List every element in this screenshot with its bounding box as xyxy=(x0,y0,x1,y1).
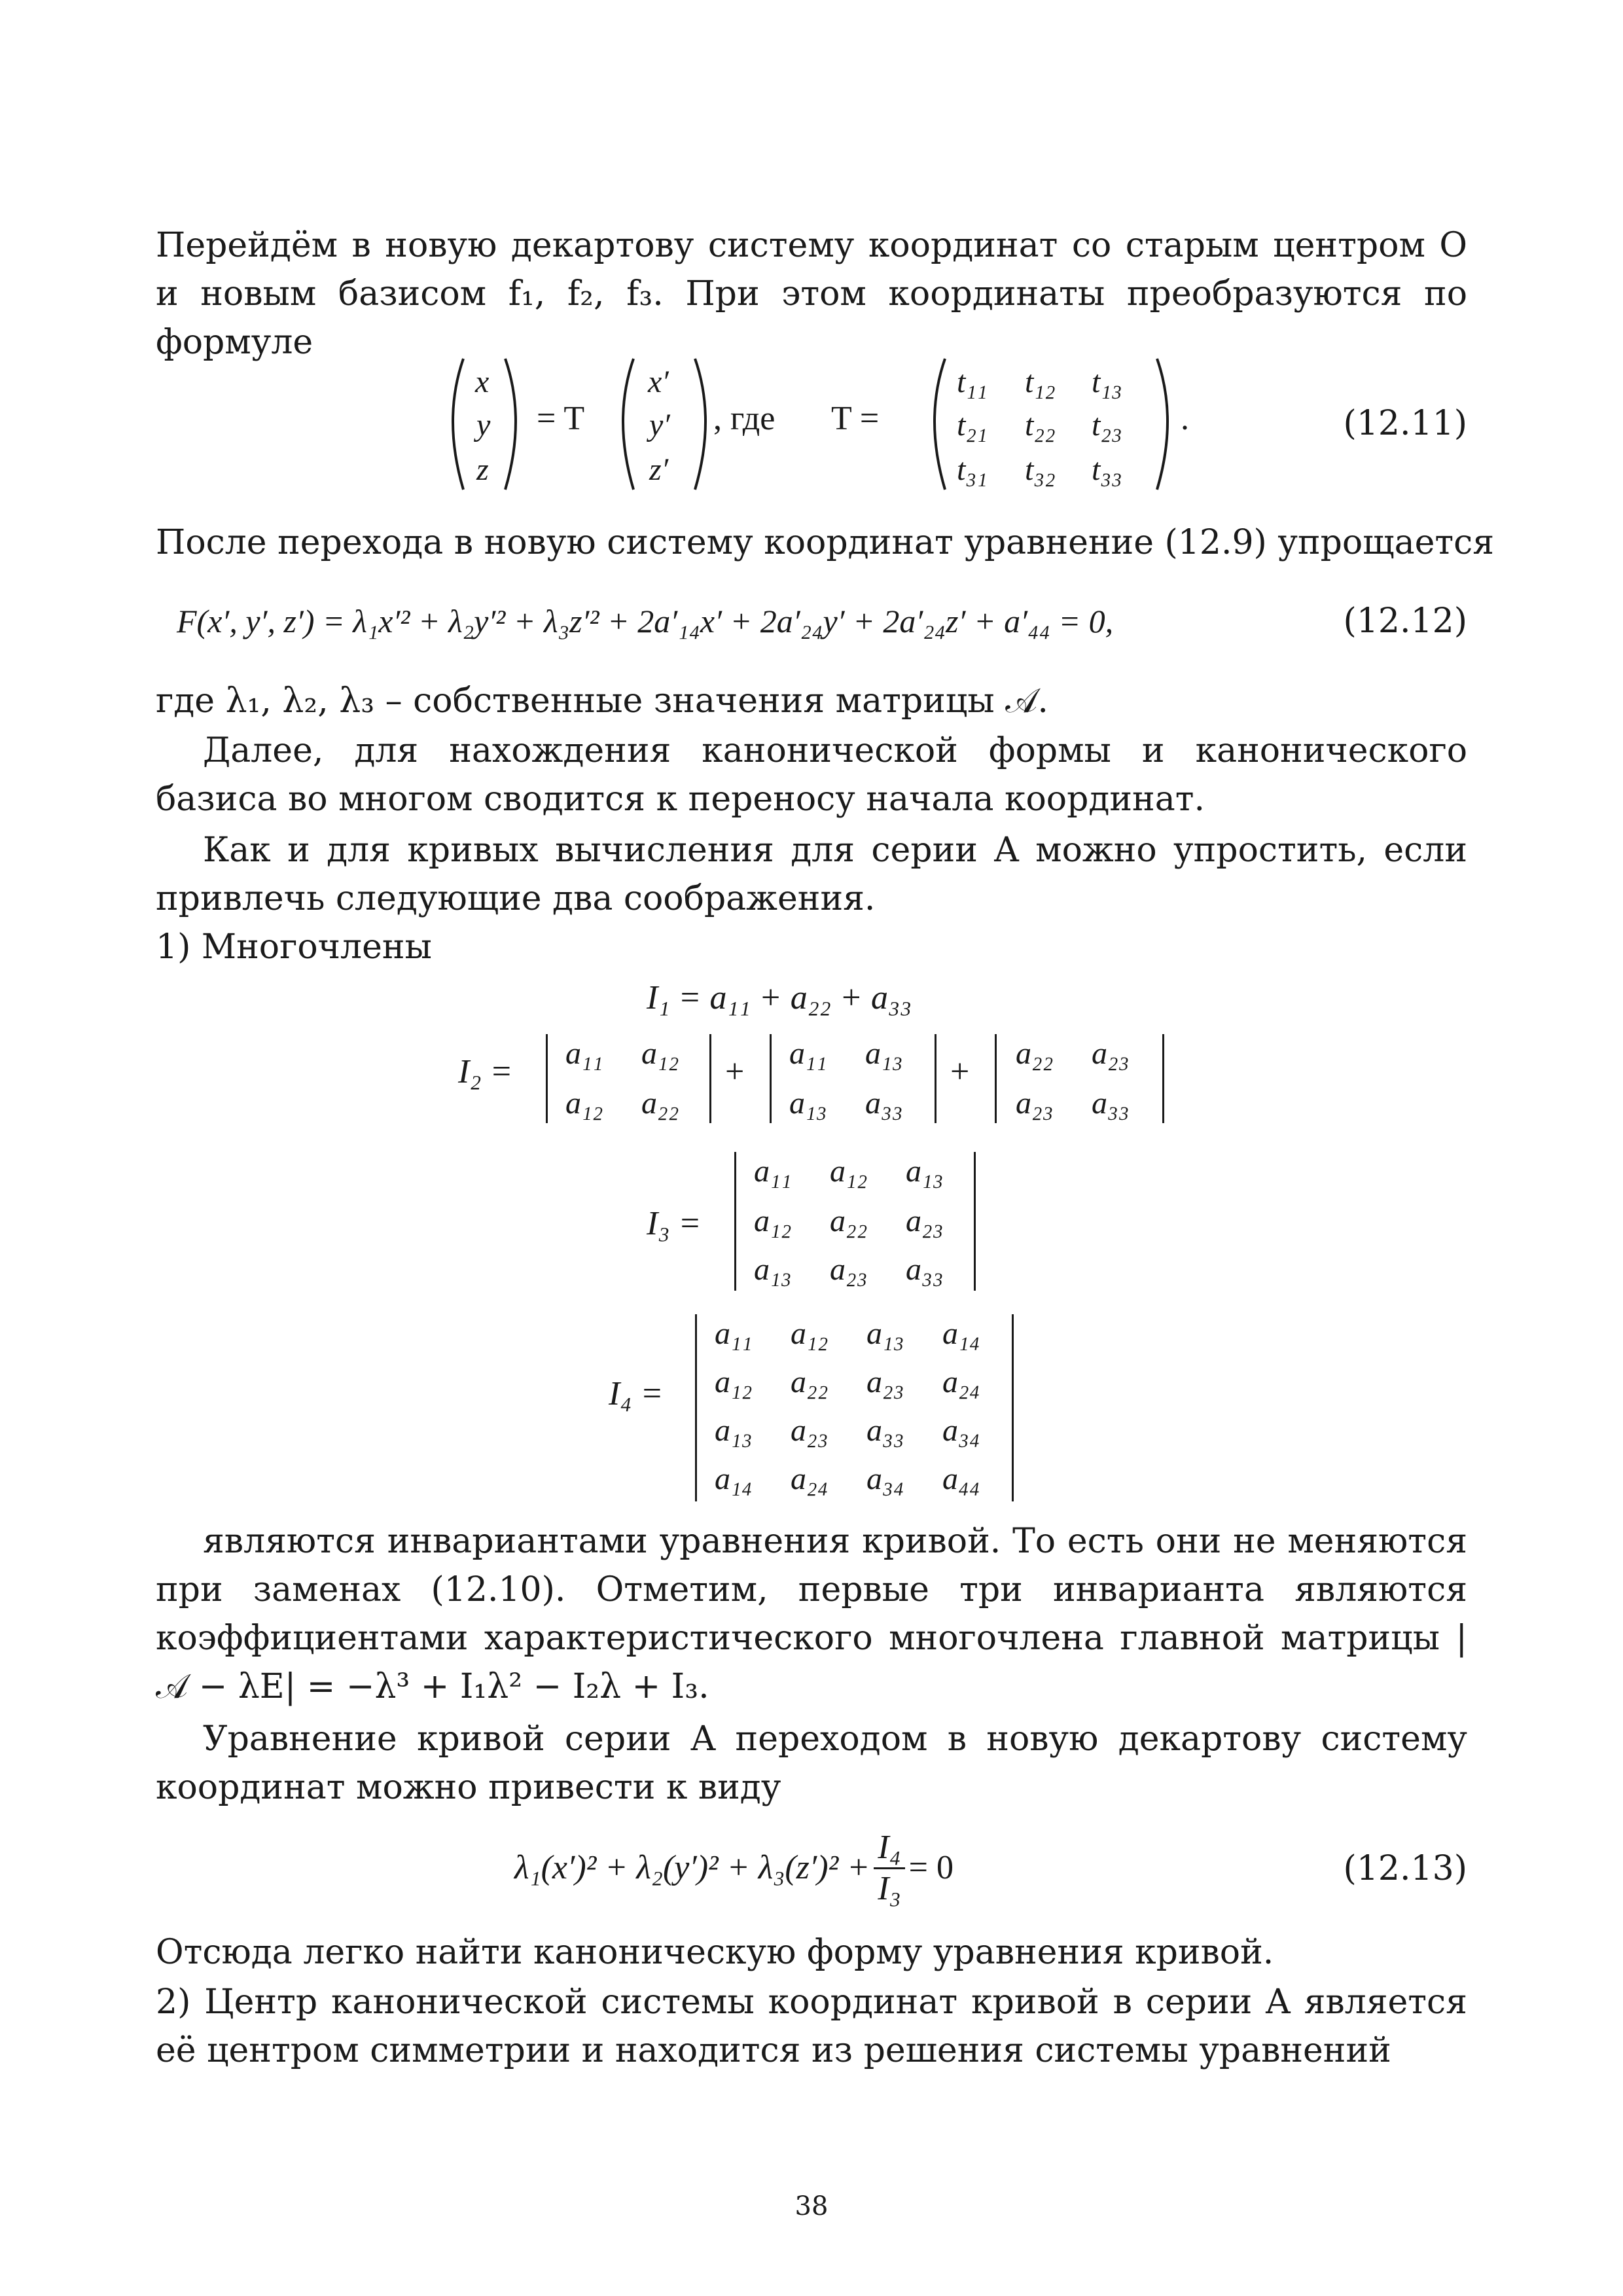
I4-label: I₄ = xyxy=(609,1375,664,1412)
det-I3-cell: a₂₂ xyxy=(830,1204,868,1238)
det-I4-cell: a₄₄ xyxy=(942,1462,980,1496)
vec-old-x: x xyxy=(475,365,490,399)
t-23: t₂₃ xyxy=(1092,408,1122,442)
paragraph-after-12-11: После перехода в новую систему координат уравнение (12.9) упрощается xyxy=(156,523,1495,562)
det-b-cell: a₃₃ xyxy=(865,1086,903,1121)
vec-old-z: z xyxy=(476,452,489,487)
fraction-numerator: I₄ xyxy=(874,1828,904,1869)
det-I4-cell: a₂₃ xyxy=(866,1365,904,1399)
det-I4-cell: a₂₄ xyxy=(791,1462,829,1496)
det-I4-cell: a₂₂ xyxy=(791,1365,829,1399)
fraction-denominator: I₃ xyxy=(878,1869,901,1907)
det-b-left-bar xyxy=(770,1034,772,1123)
det-I4-cell: a₂₃ xyxy=(791,1413,829,1448)
paragraph-uravnenie: Уравнение кривой серии A переходом в новую декартову систему координат можно привести к виду xyxy=(156,1719,1467,1807)
I2-label: I₂ = xyxy=(458,1053,513,1090)
equation-number-12-11: (12.11) xyxy=(1343,404,1467,443)
det-a-cell: a₁₂ xyxy=(641,1036,679,1071)
det-I4-cell: a₃₃ xyxy=(866,1413,904,1448)
t-22: t₂₂ xyxy=(1025,408,1056,442)
eq-12-13-fraction xyxy=(874,1828,904,1909)
vec-new-x: x′ xyxy=(648,365,669,399)
det-I3-left-bar xyxy=(734,1152,736,1291)
equation-12-13 xyxy=(514,1822,954,1914)
eq-12-13-right: = 0 xyxy=(908,1849,954,1886)
det-I4-cell: a₃₄ xyxy=(942,1413,980,1448)
t-31: t₃₁ xyxy=(957,452,988,487)
det-b-cell: a₁₃ xyxy=(789,1086,827,1121)
paragraph-invariants: являются инвариантами уравнения кривой. То есть они не меняются при заменах (12.10). Отметим, первые три инварианта являются коэффициентами характеристического многочлена главной матрицы |𝒜 − λE| = −λ³ + I₁λ² − I₂λ + I₃. xyxy=(156,1522,1467,1706)
t-33: t₃₃ xyxy=(1092,452,1122,487)
t-11: t₁₁ xyxy=(957,365,988,399)
eq-dot: . xyxy=(1181,400,1189,437)
item-2: 2) Центр канонической системы координат кривой в серии A является её центром симметрии и находится из решения системы уравнений xyxy=(156,1982,1467,2070)
equals-T: = T xyxy=(537,400,585,437)
paragraph-intro: Перейдём в новую декартову систему координат со старым центром O и новым базисом f₁, f₂, f₃. При этом координаты преобразуются по формуле xyxy=(156,226,1467,362)
det-I4-cell: a₁₃ xyxy=(715,1413,753,1448)
det-I4-cell: a₁₂ xyxy=(715,1365,753,1399)
det-c-cell: a₂₂ xyxy=(1016,1036,1054,1071)
det-a-cell: a₂₂ xyxy=(641,1086,679,1121)
det-I4-right-bar xyxy=(1012,1314,1014,1501)
invariant-I1: I₁ = a₁₁ + a₂₂ + a₃₃ xyxy=(647,979,912,1016)
det-I3-cell: a₂₃ xyxy=(830,1252,868,1287)
det-I4-cell: a₁₄ xyxy=(715,1462,753,1496)
comma-gde: , где xyxy=(713,400,776,437)
det-c-right-bar xyxy=(1162,1034,1164,1123)
det-I3-cell: a₁₂ xyxy=(754,1204,792,1238)
t-13: t₁₃ xyxy=(1092,365,1122,399)
I2-plus-1: + xyxy=(725,1053,745,1090)
vec-old-y: y xyxy=(476,408,491,442)
t-21: t₂₁ xyxy=(957,408,988,442)
t-12: t₁₂ xyxy=(1025,365,1056,399)
paragraph-dalee: Далее, для нахождения канонической формы и канонического базиса во многом сводится к переносу начала координат. xyxy=(156,731,1467,819)
det-I3-cell: a₁₃ xyxy=(906,1154,944,1189)
equation-12-12: F(x′, y′, z′) = λ₁x′² + λ₂y′² + λ₃z′² + 2a′₁₄x′ + 2a′₂₄y′ + 2a′₂₄z′ + a′₄₄ = 0, xyxy=(177,603,1114,639)
T-equals: T = xyxy=(831,400,880,437)
det-I4-cell: a₁₄ xyxy=(942,1316,980,1351)
equation-number-12-13: (12.13) xyxy=(1343,1849,1467,1888)
det-a-right-bar xyxy=(709,1034,711,1123)
paragraph-kak: Как и для кривых вычисления для серии A можно упростить, если привлечь следующие два соображения. xyxy=(156,831,1467,918)
det-I3-right-bar xyxy=(974,1152,976,1291)
det-c-cell: a₂₃ xyxy=(1016,1086,1054,1121)
det-c-left-bar xyxy=(995,1034,997,1123)
det-I4-left-bar xyxy=(695,1314,697,1501)
det-I4-cell: a₃₄ xyxy=(866,1462,904,1496)
det-a-cell: a₁₁ xyxy=(565,1036,603,1071)
item-1: 1) Многочлены xyxy=(156,927,432,967)
paragraph-otsyuda: Отсюда легко найти каноническую форму уравнения кривой. xyxy=(156,1933,1274,1972)
det-c-cell: a₂₃ xyxy=(1092,1036,1130,1071)
vec-new-z: z′ xyxy=(649,452,669,487)
det-I4-cell: a₁₁ xyxy=(715,1316,753,1351)
det-b-right-bar xyxy=(935,1034,936,1123)
t-32: t₃₂ xyxy=(1025,452,1056,487)
det-a-left-bar xyxy=(546,1034,548,1123)
eq-12-13-left: λ₁(x′)² + λ₂(y′)² + λ₃(z′)² + xyxy=(514,1849,870,1886)
det-b-cell: a₁₃ xyxy=(865,1036,903,1071)
det-I3-cell: a₃₃ xyxy=(906,1252,944,1287)
vec-new-y: y′ xyxy=(649,408,670,442)
det-a-cell: a₁₂ xyxy=(565,1086,603,1121)
det-b-cell: a₁₁ xyxy=(789,1036,827,1071)
det-I3-cell: a₁₁ xyxy=(754,1154,792,1189)
page-number: 38 xyxy=(794,2191,829,2221)
paragraph-eigenvalues: где λ₁, λ₂, λ₃ – собственные значения матрицы 𝒜. xyxy=(156,681,1048,721)
det-I4-cell: a₁₃ xyxy=(866,1316,904,1351)
equation-number-12-12: (12.12) xyxy=(1343,601,1467,641)
det-I3-cell: a₁₂ xyxy=(830,1154,868,1189)
det-I3-cell: a₂₃ xyxy=(906,1204,944,1238)
det-I3-cell: a₁₃ xyxy=(754,1252,792,1287)
det-I4-cell: a₂₄ xyxy=(942,1365,980,1399)
I3-label: I₃ = xyxy=(647,1205,702,1242)
det-I4-cell: a₁₂ xyxy=(791,1316,829,1351)
det-c-cell: a₃₃ xyxy=(1092,1086,1130,1121)
I2-plus-2: + xyxy=(950,1053,970,1090)
